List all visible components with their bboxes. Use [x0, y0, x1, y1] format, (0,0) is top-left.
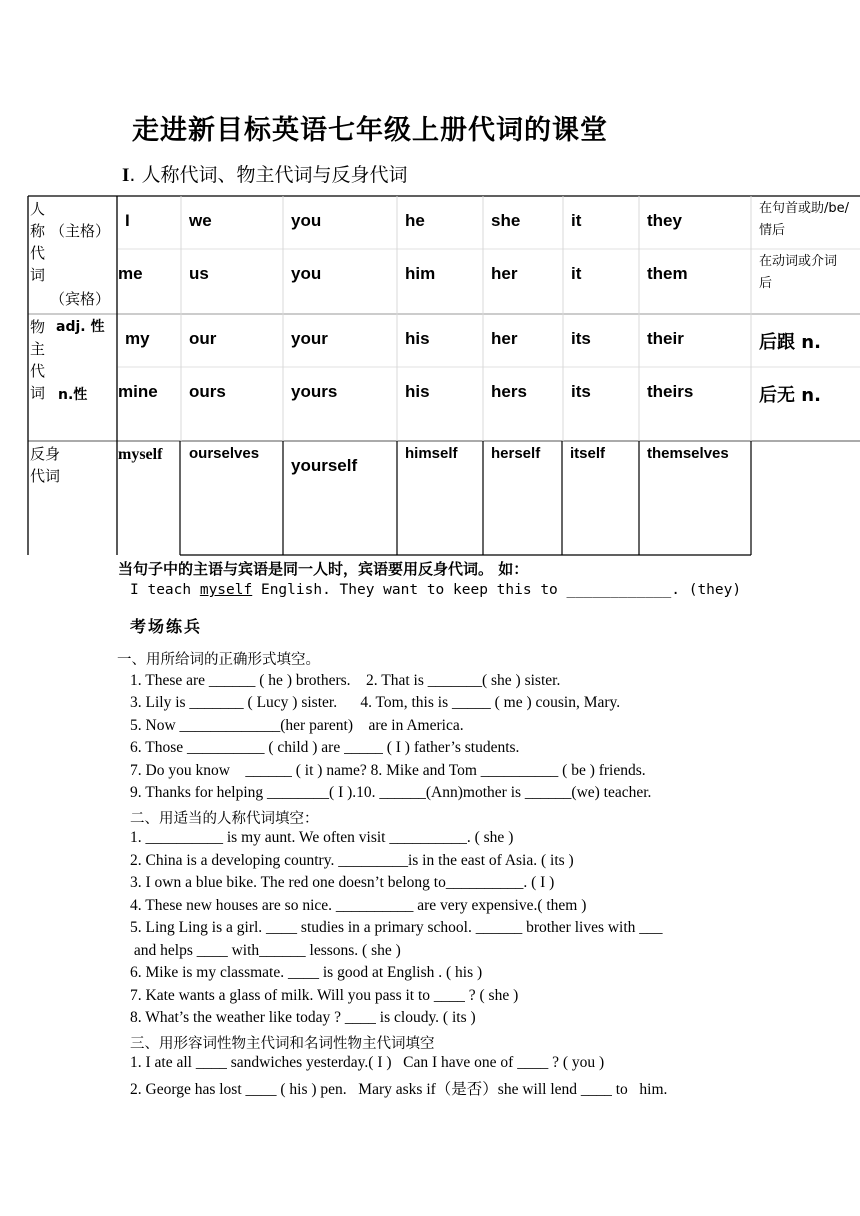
object-pronoun: it	[571, 264, 582, 283]
exercise-line: 3. I own a blue bike. The red one doesn’t belong to__________. ( I )	[130, 874, 555, 891]
label-possessive-2: 主	[30, 340, 46, 358]
subject-pronoun: he	[405, 211, 425, 230]
example-underlined: myself	[199, 582, 253, 598]
adj-possessive: my	[125, 329, 150, 348]
adj-possessive: her	[491, 329, 518, 348]
adj-possessive: his	[405, 329, 430, 348]
object-pronoun: you	[291, 264, 322, 283]
label-possessive-4: 词	[30, 384, 46, 402]
reflexive-pronoun: yourself	[291, 456, 358, 475]
reflexive-pronoun: themselves	[647, 445, 729, 462]
adj-possessive: their	[647, 329, 684, 348]
exercise-line: 6. Those __________ ( child ) are _____ ( I ) father’s students.	[130, 739, 520, 756]
exercise-section-heading: 三、用形容词性物主代词和名词性物主代词填空	[130, 1036, 435, 1052]
exercise-line: 1. __________ is my aunt. We often visit __________. ( she )	[130, 829, 514, 846]
object-pronoun: her	[491, 264, 518, 283]
label-personal-4: 词	[30, 266, 46, 284]
reflexive-pronoun: herself	[491, 445, 541, 462]
adj-possessive-note: 后跟 n.	[759, 332, 821, 353]
example-post: English. They want to keep this to ____________. (they)	[252, 582, 742, 598]
label-personal-1: 人	[30, 200, 46, 218]
subject-pronoun: you	[291, 211, 322, 230]
exercise-line: 1. These are ______ ( he ) brothers. 2. That is _______( she ) sister.	[130, 672, 561, 689]
subject-usage-note: 在句首或助/be/情后	[759, 201, 850, 238]
reflexive-pronoun: himself	[405, 445, 458, 462]
exercise-line: 6. Mike is my classmate. ____ is good at English . ( his )	[130, 964, 483, 981]
subject-pronoun: I	[125, 211, 130, 230]
noun-possessive: hers	[491, 382, 527, 401]
object-pronoun: them	[647, 264, 688, 283]
exercise-line: 5. Now _____________(her parent) are in America.	[130, 717, 464, 734]
exercise-line: 2. China is a developing country. _________is in the east of Asia. ( its )	[130, 852, 574, 869]
subject-pronoun: she	[491, 211, 521, 230]
exercise-section-heading: 一、用所给词的正确形式填空。	[117, 652, 320, 668]
label-subject-case: （主格）	[50, 222, 111, 240]
label-noun-type: n.性	[58, 387, 88, 403]
example-pre: I teach	[130, 582, 200, 598]
object-pronoun: him	[405, 264, 436, 283]
exercise-line: 7. Kate wants a glass of milk. Will you pass it to ____ ? ( she )	[130, 987, 519, 1004]
exercise-line: 3. Lily is _______ ( Lucy ) sister. 4. Tom, this is _____ ( me ) cousin, Mary.	[130, 694, 621, 711]
subject-pronoun: it	[571, 211, 582, 230]
label-personal-3: 代	[30, 244, 46, 262]
exercise-section-heading: 二、用适当的人称代词填空：	[130, 811, 319, 827]
example-sentence	[130, 582, 741, 598]
exercise-line: 1. I ate all ____ sandwiches yesterday.( I ) Can I have one of ____ ? ( you )	[130, 1054, 605, 1071]
exercise-line: 9. Thanks for helping ________( I ).10. ______(Ann)mother is ______(we) teacher.	[130, 784, 652, 801]
adj-possessive: our	[189, 329, 217, 348]
page-title: 走进新目标英语七年级上册代词的课堂	[132, 115, 608, 146]
section-number: I	[122, 165, 130, 186]
noun-possessive-note: 后无 n.	[759, 385, 821, 406]
exercise-line: 2. George has lost ____ ( his ) pen. Mary asks if（是否）she will lend ____ to him.	[130, 1081, 668, 1098]
exercise-line: 7. Do you know ______ ( it ) name? 8. Mike and Tom __________ ( be ) friends.	[130, 762, 646, 779]
object-pronoun: us	[189, 264, 209, 283]
label-object-case: （宾格）	[50, 290, 111, 308]
noun-possessive: his	[405, 382, 430, 401]
reflexive-pronoun: ourselves	[189, 445, 260, 462]
object-pronoun: me	[118, 264, 143, 283]
section-title: . 人称代词、物主代词与反身代词	[129, 164, 408, 186]
noun-possessive: ours	[189, 382, 226, 401]
reflexive-pronoun: myself	[118, 446, 163, 463]
exam-heading: 考场练兵	[130, 617, 203, 636]
adj-possessive: its	[571, 329, 591, 348]
object-usage-note: 在动词或介词后	[759, 254, 838, 291]
reflexive-rule: 当句子中的主语与宾语是同一人时，宾语要用反身代词。 如：	[118, 560, 529, 578]
noun-possessive: mine	[118, 382, 158, 401]
exercise-line: 5. Ling Ling is a girl. ____ studies in a primary school. ______ brother lives with ___	[130, 919, 663, 936]
subject-pronoun: we	[189, 211, 212, 230]
exercise-line: 8. What’s the weather like today ? ____ is cloudy. ( its )	[130, 1009, 476, 1026]
exercise-line: 4. These new houses are so nice. __________ are very expensive.( them )	[130, 897, 587, 914]
label-possessive-3: 代	[30, 362, 46, 380]
noun-possessive: theirs	[647, 382, 694, 401]
noun-possessive: its	[571, 382, 591, 401]
subject-pronoun: they	[647, 211, 682, 230]
label-personal-2: 称	[30, 222, 46, 240]
label-adj-type: adj. 性	[56, 319, 105, 335]
reflexive-pronoun: itself	[570, 445, 606, 462]
label-reflexive-1: 反身	[30, 445, 61, 463]
adj-possessive: your	[291, 329, 328, 348]
noun-possessive: yours	[291, 382, 338, 401]
label-possessive-1: 物	[30, 318, 46, 336]
section-heading	[122, 160, 408, 187]
label-reflexive-2: 代词	[30, 467, 61, 485]
exercise-line: and helps ____ with______ lessons. ( she )	[130, 942, 401, 959]
